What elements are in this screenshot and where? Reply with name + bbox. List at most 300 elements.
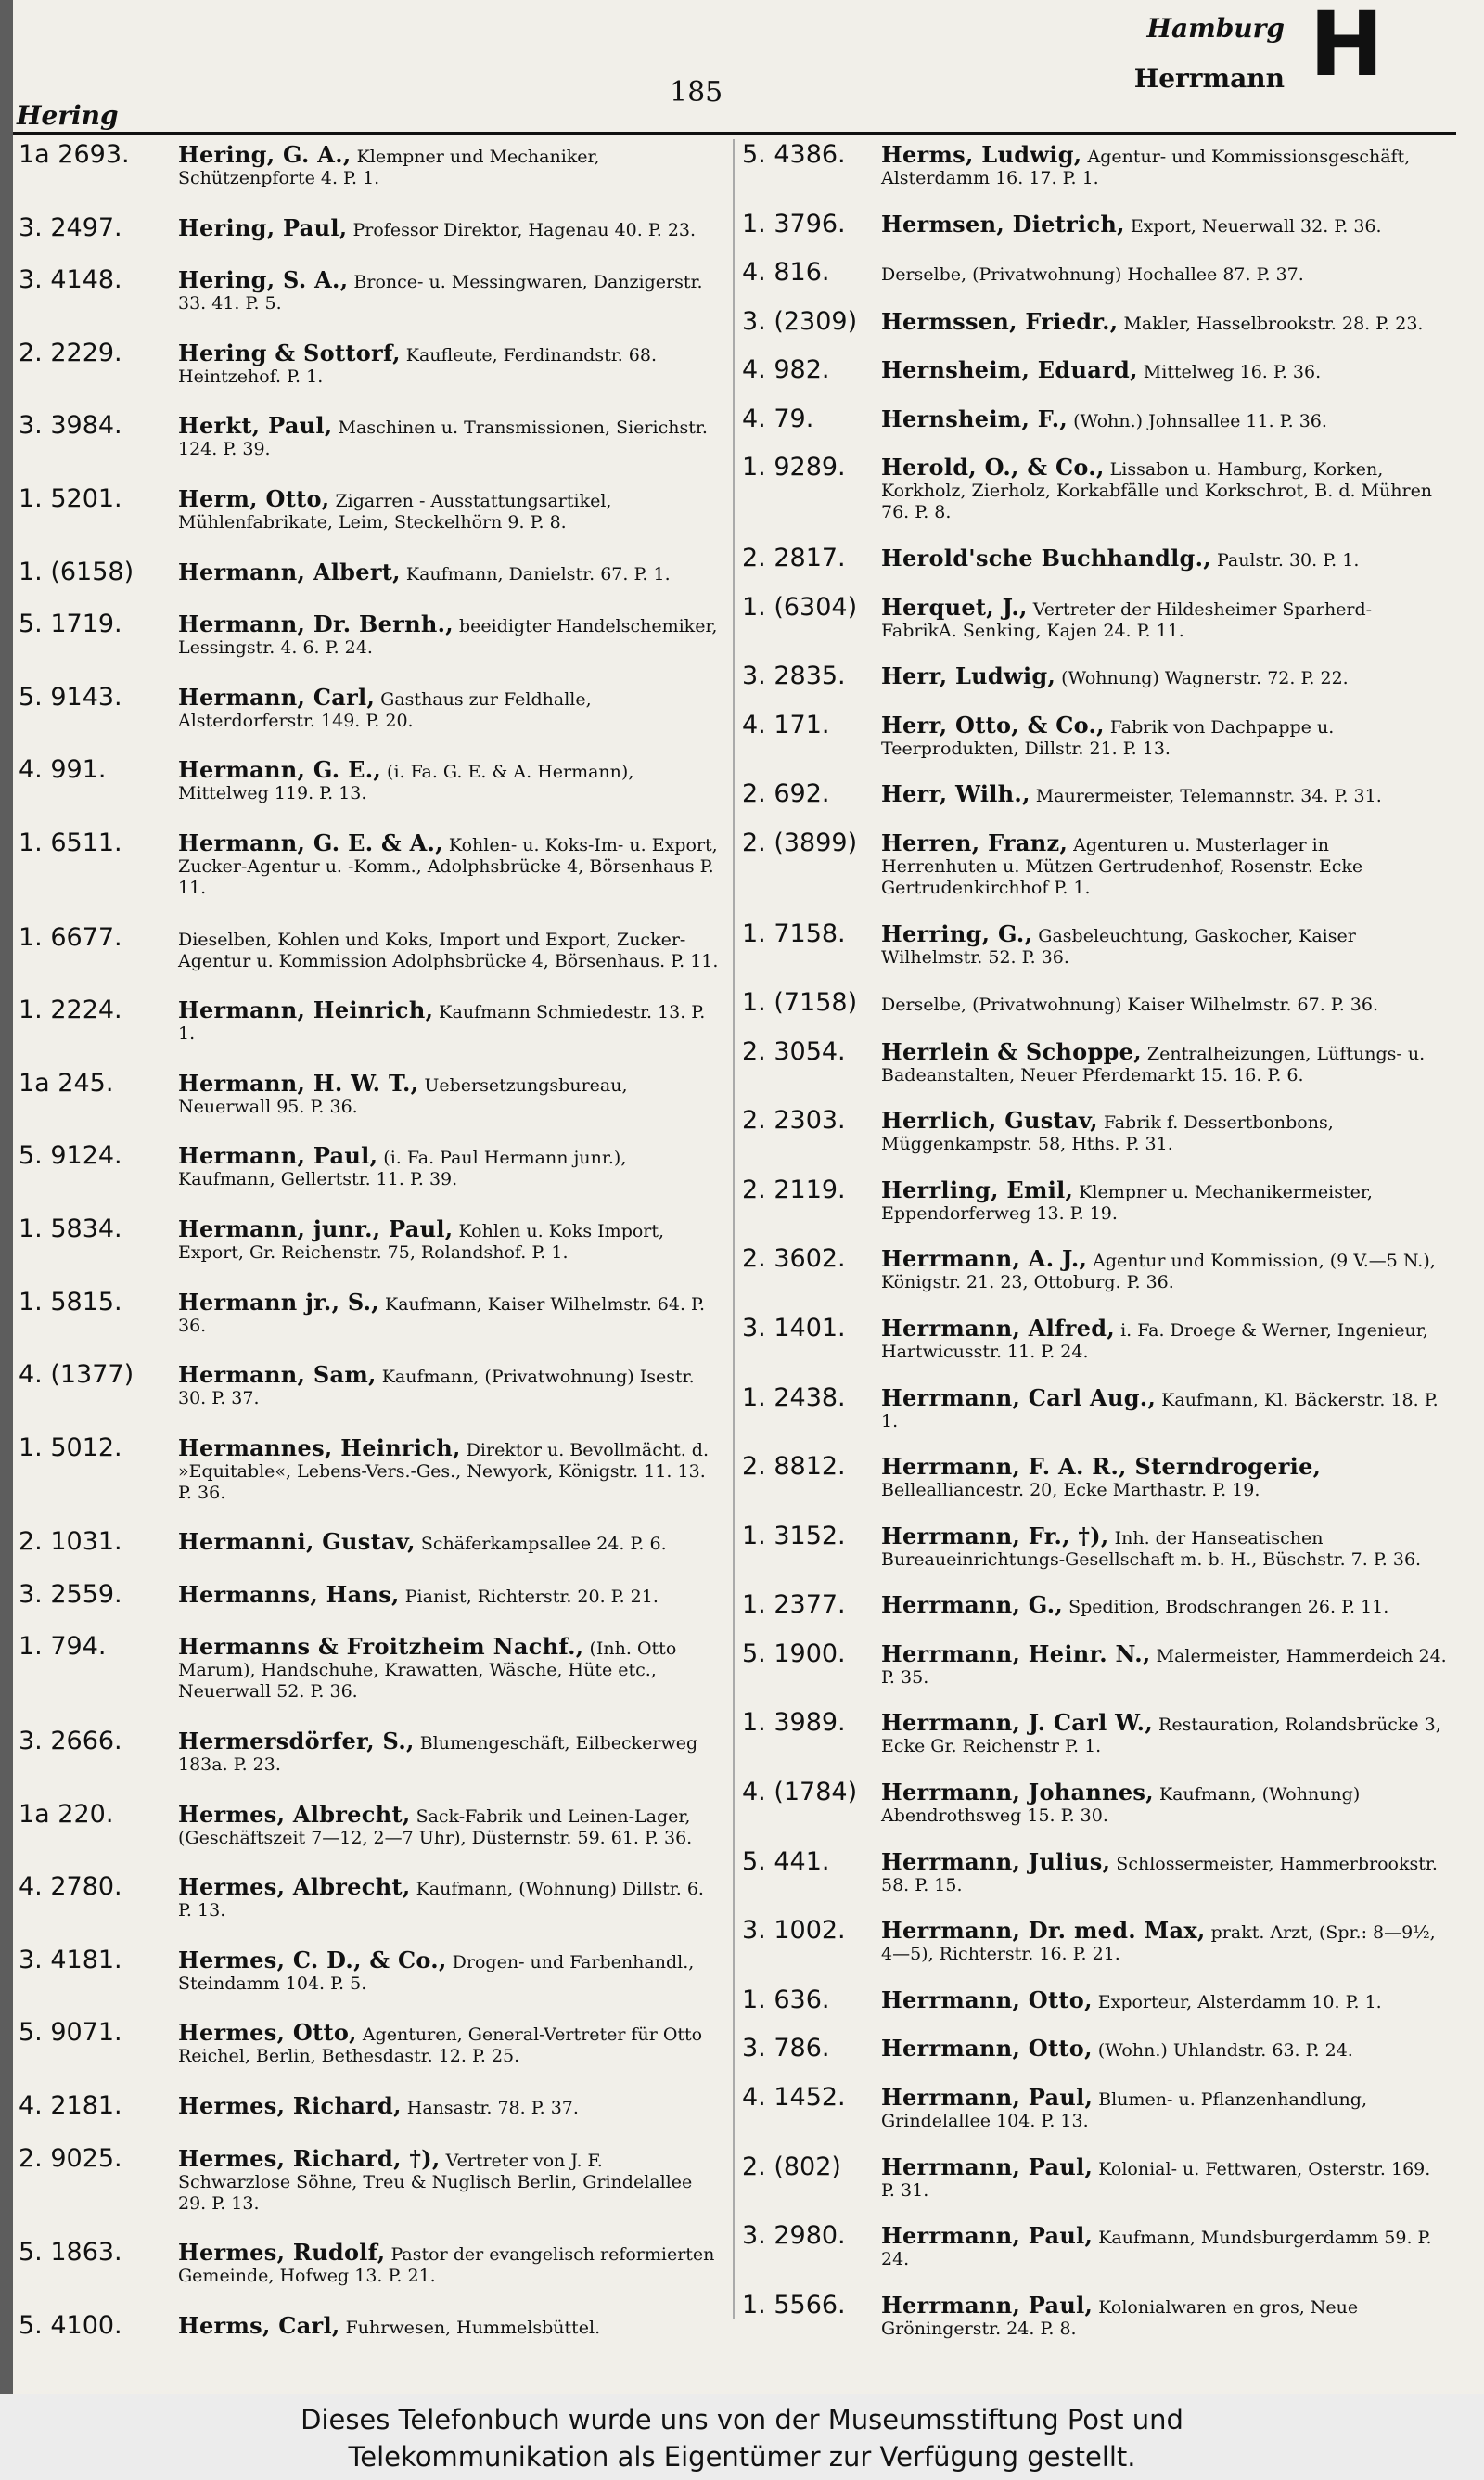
phone-number: 4. 2181.: [19, 2091, 122, 2121]
subscriber-name: Herkt, Paul,: [178, 412, 333, 440]
phone-number: 3. 2666.: [19, 1727, 122, 1756]
entry-text: [178, 1289, 719, 1337]
phone-number: 1. 5201.: [19, 483, 122, 513]
subscriber-details: Kaufmann, Kaiser Wilhelmstr. 64. P. 36.: [178, 1293, 706, 1336]
phone-number: 1. 9289.: [742, 453, 846, 482]
directory-entry: [742, 454, 1447, 523]
phone-number: 3. 4181.: [19, 1945, 122, 1974]
subscriber-details: i. Fa. Droege & Werner, Ingenieur, Hartwicusstr. 11. P. 24.: [881, 1319, 1428, 1362]
phone-number: 1. 3796.: [742, 209, 846, 238]
entry-text: [178, 2145, 719, 2215]
subscriber-details: Exporteur, Alsterdamm 10. P. 1.: [1097, 1991, 1382, 2012]
subscriber-name: Hernsheim, F.,: [881, 405, 1068, 432]
subscriber-details: Fabrik f. Dessertbonbons, Müggenkampstr. 58, Hths. P. 31.: [881, 1112, 1334, 1155]
phone-number: 3. 4148.: [19, 265, 122, 295]
entry-text: [178, 1361, 719, 1409]
subscriber-details: (Wohnung) Wagnerstr. 72. P. 22.: [1061, 668, 1349, 689]
directory-entry: [742, 2035, 1447, 2062]
entry-text: [178, 1215, 719, 1264]
entry-text: [178, 756, 719, 804]
entry-text: [178, 996, 719, 1045]
phone-number: 1. (7158): [742, 988, 858, 1018]
entry-text: [178, 2312, 719, 2340]
phone-number: 5. 4100.: [19, 2310, 122, 2340]
subscriber-name: Hermes, Rudolf,: [178, 2239, 386, 2267]
phone-number: 2. 2303.: [742, 1106, 846, 1136]
directory-entry: [19, 829, 719, 899]
phone-number: 5. 9143.: [19, 682, 122, 712]
entry-text: [881, 259, 1447, 287]
subscriber-details: Pianist, Richterstr. 20. P. 21.: [404, 1586, 659, 1607]
directory-entry: [19, 1361, 719, 1409]
subscriber-details: Pastor der evangelisch reformierten Gemeinde, Hofweg 13. P. 21.: [178, 2244, 715, 2287]
page-binding-edge: [0, 0, 13, 2394]
subscriber-name: Hermssen, Friedr.,: [881, 307, 1119, 335]
entry-text: [178, 1633, 719, 1703]
directory-entry: [19, 1142, 719, 1190]
directory-entry: [19, 1528, 719, 1556]
subscriber-name: Hermann, Sam,: [178, 1361, 377, 1389]
directory-entry: [742, 1245, 1447, 1293]
entry-text: [881, 211, 1447, 238]
directory-entry: [742, 1315, 1447, 1363]
subscriber-details: Derselbe, (Privatwohnung) Kaiser Wilhelmstr. 67. P. 36.: [881, 995, 1379, 1016]
subscriber-details: Agenturen, General-Vertreter für Otto Reichel, Berlin, Bethesdastr. 12. P. 25.: [178, 2024, 703, 2067]
subscriber-name: Hermann, Dr. Bernh.,: [178, 610, 454, 638]
subscriber-name: Herms, Carl,: [178, 2311, 340, 2339]
phone-number: 1. 6677.: [19, 922, 122, 952]
phone-number: 1. 794.: [19, 1632, 107, 1662]
phone-number: 5. 1719.: [19, 610, 122, 639]
entry-text: [178, 1528, 719, 1556]
directory-entry: [19, 1947, 719, 1995]
entry-text: [881, 1038, 1447, 1086]
directory-entry: [742, 594, 1447, 642]
subscriber-details: Kaufmann, (Wohnung) Dillstr. 6. P. 13.: [178, 1879, 704, 1921]
entry-text: [881, 1709, 1447, 1757]
directory-entry: [742, 1917, 1447, 1965]
subscriber-name: Herren, Franz,: [881, 829, 1068, 856]
subscriber-details: Gasbeleuchtung, Gaskocher, Kaiser Wilhelmstr. 52. P. 36.: [881, 925, 1356, 968]
subscriber-name: Herrlich, Gustav,: [881, 1107, 1098, 1135]
subscriber-name: Hermann, Heinrich,: [178, 996, 434, 1024]
subscriber-name: Hernsheim, Eduard,: [881, 356, 1138, 384]
subscriber-name: Herrmann, Johannes,: [881, 1779, 1154, 1806]
column-divider: [733, 139, 735, 2319]
subscriber-details: Restauration, Rolandsbrücke 3, Ecke Gr. Reichenstr P. 1.: [881, 1715, 1441, 1757]
subscriber-name: Herold, O., & Co.,: [881, 454, 1105, 482]
subscriber-details: (i. Fa. G. E. & A. Hermann), Mittelweg 119. P. 13.: [178, 762, 634, 804]
directory-entry: [742, 1038, 1447, 1086]
subscriber-name: Herold'sche Buchhandlg.,: [881, 545, 1211, 572]
subscriber-details: Zigarren - Ausstattungsartikel, Mühlenfabrikate, Leim, Steckelhörn 9. P. 8.: [178, 490, 612, 533]
subscriber-details: Gasthaus zur Feldhalle, Alsterdorferstr. 149. P. 20.: [178, 688, 592, 731]
subscriber-details: Zentralheizungen, Lüftungs- u. Badeanstalten, Neuer Pferdemarkt 15. 16. P. 6.: [881, 1043, 1426, 1086]
subscriber-details: Hansastr. 78. P. 37.: [406, 2098, 579, 2119]
header-range-end: Herrmann: [1133, 63, 1285, 94]
entry-text: [881, 712, 1447, 760]
directory-entry: [19, 2145, 719, 2215]
subscriber-name: Herr, Otto, & Co.,: [881, 711, 1105, 739]
directory-entry: [19, 1215, 719, 1264]
directory-entry: [742, 405, 1447, 433]
subscriber-details: Maschinen u. Transmissionen, Sierichstr. 124. P. 39.: [178, 418, 708, 460]
entry-text: [881, 1591, 1447, 1619]
phone-number: 4. 982.: [742, 355, 830, 385]
phone-number: 5. 1863.: [19, 2238, 122, 2268]
subscriber-name: Herrmann, Otto,: [881, 1985, 1093, 2013]
subscriber-name: Hermanns & Froitzheim Nachf.,: [178, 1633, 584, 1661]
subscriber-details: Drogen- und Farbenhandl., Steindamm 104. P. 5.: [178, 1951, 695, 1994]
subscriber-details: Inh. der Hanseatischen Bureaueinrichtungs-Gesellschaft m. b. H., Büschstr. 7. P. 36.: [881, 1527, 1422, 1570]
subscriber-details: Agenturen u. Musterlager in Herrenhuten u. Mützen Gertrudenhof, Rosenstr. Ecke Gertrudenkirchhof P. 1.: [881, 834, 1363, 898]
subscriber-name: Hering, S. A.,: [178, 266, 349, 294]
directory-entry: [742, 2153, 1447, 2202]
directory-entry: [19, 266, 719, 315]
directory-entry: [742, 2222, 1447, 2270]
subscriber-details: Bellealliancestr. 20, Ecke Marthastr. P. 19.: [881, 1480, 1260, 1501]
subscriber-details: Derselbe, (Privatwohnung) Hochallee 87. P. 37.: [881, 264, 1304, 286]
subscriber-name: Hermes, Richard,: [178, 2092, 402, 2120]
phone-number: 1. 5834.: [19, 1214, 122, 1243]
directory-entry: [19, 1728, 719, 1776]
phone-number: 5. 9124.: [19, 1141, 122, 1171]
subscriber-name: Hering, G. A.,: [178, 141, 352, 168]
phone-number: 1. 3152.: [742, 1521, 846, 1550]
footer-line-1: Dieses Telefonbuch wurde uns von der Museumsstiftung Post und: [301, 2404, 1183, 2435]
subscriber-details: (Inh. Otto Marum), Handschuhe, Krawatten, Wäsche, Hüte etc., Neuerwall 52. P. 36.: [178, 1638, 677, 1703]
phone-number: 4. 171.: [742, 710, 830, 739]
subscriber-name: Herrmann, Paul,: [881, 2222, 1094, 2250]
directory-entry: [742, 2084, 1447, 2132]
phone-number: 2. 2119.: [742, 1175, 846, 1204]
subscriber-name: Hermes, Albrecht,: [178, 1800, 411, 1828]
directory-entry: [742, 545, 1447, 572]
subscriber-name: Herr, Ludwig,: [881, 662, 1056, 690]
entry-text: [881, 1453, 1447, 1501]
entry-text: [178, 2019, 719, 2067]
subscriber-details: Agentur und Kommission, (9 V.—5 N.), Königstr. 21. 23, Ottoburg. P. 36.: [881, 1251, 1436, 1293]
subscriber-details: (Wohn.) Johnsallee 11. P. 36.: [1073, 410, 1327, 431]
directory-entry: [19, 2312, 719, 2340]
phone-number: 1a 220.: [19, 1799, 114, 1829]
entry-text: [881, 545, 1447, 572]
subscriber-name: Hermann jr., S.,: [178, 1288, 379, 1316]
entry-text: [881, 141, 1447, 189]
phone-number: 2. (3899): [742, 828, 858, 857]
phone-number: 4. 991.: [19, 755, 107, 785]
directory-entry: [19, 141, 719, 189]
directory-entry: [742, 1779, 1447, 1827]
subscriber-name: Herrmann, Dr. med. Max,: [881, 1917, 1206, 1945]
subscriber-name: Herrmann, Heinr. N.,: [881, 1639, 1151, 1667]
directory-entry: [19, 924, 719, 972]
subscriber-details: Direktor u. Bevollmächt. d. »Equitable«, Lebens-Vers.-Ges., Newyork, Königstr. 11. 13. P. 36.: [178, 1439, 710, 1503]
phone-number: 3. 786.: [742, 2034, 830, 2063]
directory-entry: [19, 1633, 719, 1703]
left-column: [19, 141, 719, 2340]
header-range-start: Hering: [17, 100, 119, 131]
subscriber-name: Hermann, Albert,: [178, 558, 401, 585]
directory-entry: [19, 610, 719, 659]
phone-number: 5. 9071.: [19, 2018, 122, 2048]
phone-number: 1. 2377.: [742, 1590, 846, 1620]
subscriber-details: Blumengeschäft, Eilbeckerweg 183a. P. 23.: [178, 1733, 698, 1776]
subscriber-details: Dieselben, Kohlen und Koks, Import und Export, Zucker-Agentur u. Kommission Adolphsbrücke 4, Börsenhaus. P. 11.: [178, 929, 719, 971]
entry-text: [178, 1581, 719, 1609]
phone-number: 2. (802): [742, 2152, 841, 2181]
subscriber-details: Kohlen u. Koks Import, Export, Gr. Reichenstr. 75, Rolandshof. P. 1.: [178, 1220, 665, 1263]
entry-text: [881, 594, 1447, 642]
phone-number: 2. 1031.: [19, 1527, 122, 1557]
header-city: Hamburg: [1146, 13, 1285, 44]
subscriber-details: Kaufmann, (Wohnung) Abendrothsweg 15. P. 30.: [881, 1784, 1361, 1827]
subscriber-name: Herquet, J.,: [881, 593, 1028, 621]
subscriber-name: Herrmann, Julius,: [881, 1847, 1111, 1875]
subscriber-details: (Wohn.) Uhlandstr. 63. P. 24.: [1097, 2040, 1353, 2062]
entry-text: [178, 340, 719, 388]
entry-text: [178, 412, 719, 460]
entry-text: [178, 1142, 719, 1190]
directory-entry: [742, 259, 1447, 287]
entry-text: [881, 1315, 1447, 1363]
directory-entry: [19, 1434, 719, 1504]
subscriber-name: Herrlein & Schoppe,: [881, 1037, 1142, 1065]
subscriber-name: Hermes, C. D., & Co.,: [178, 1946, 447, 1973]
directory-entry: [19, 756, 719, 804]
phone-number: 2. 2817.: [742, 544, 846, 573]
phone-number: 1. 3989.: [742, 1708, 846, 1738]
entry-text: [178, 1434, 719, 1504]
subscriber-details: Klempner und Mechaniker, Schützenpforte 4. P. 1.: [178, 147, 600, 188]
directory-entry: [19, 996, 719, 1045]
entry-text: [178, 610, 719, 659]
directory-entry: [19, 485, 719, 533]
subscriber-name: Hermanns, Hans,: [178, 1580, 400, 1608]
entry-text: [881, 1523, 1447, 1571]
entry-text: [178, 684, 719, 732]
subscriber-name: Hermann, Paul,: [178, 1142, 378, 1170]
entry-text: [881, 2084, 1447, 2132]
directory-entry: [19, 2092, 719, 2120]
phone-number: 1. 5815.: [19, 1287, 122, 1317]
subscriber-details: Kohlen- u. Koks-Im- u. Export, Zucker-Agentur u. -Komm., Adolphsbrücke 4, Börsenhaus P. 11.: [178, 834, 718, 898]
subscriber-name: Herrmann, Paul,: [881, 2083, 1094, 2111]
entry-text: [178, 2239, 719, 2287]
subscriber-details: Maurermeister, Telemannstr. 34. P. 31.: [1035, 786, 1382, 807]
phone-number: 2. 9025.: [19, 2143, 122, 2173]
directory-entry: [742, 1176, 1447, 1225]
subscriber-details: Fuhrwesen, Hummelsbüttel.: [345, 2317, 601, 2338]
subscriber-details: Bronce- u. Messingwaren, Danzigerstr. 33. 41. P. 5.: [178, 272, 703, 315]
entry-text: [881, 662, 1447, 690]
subscriber-details: Malermeister, Hammerdeich 24. P. 35.: [881, 1645, 1447, 1688]
subscriber-details: Kaufmann, (Privatwohnung) Isestr. 30. P. 37.: [178, 1367, 695, 1409]
subscriber-details: Klempner u. Mechanikermeister, Eppendorferweg 13. P. 19.: [881, 1181, 1373, 1224]
phone-number: 3. 2497.: [19, 212, 122, 242]
entry-text: [881, 989, 1447, 1017]
entry-text: [881, 1176, 1447, 1225]
footer-notice: [0, 2394, 1484, 2480]
subscriber-name: Hermann, G. E. & A.,: [178, 829, 443, 856]
header-rule: [13, 132, 1456, 135]
entry-text: [881, 1779, 1447, 1827]
phone-number: 1. 5566.: [742, 2290, 846, 2319]
subscriber-details: prakt. Arzt, (Spr.: 8—9½, 4—5), Richterstr. 16. P. 21.: [881, 1922, 1436, 1965]
directory-entry: [19, 1289, 719, 1337]
subscriber-name: Hermann, H. W. T.,: [178, 1069, 419, 1097]
footer-line-2: Telekommunikation als Eigentümer zur Verfügung gestellt.: [348, 2441, 1136, 2473]
entry-text: [178, 924, 719, 972]
directory-entry: [19, 684, 719, 732]
subscriber-details: Vertreter von J. F. Schwarzlose Söhne, Treu & Nuglisch Berlin, Grindelallee 29. P. 13.: [178, 2150, 693, 2214]
entry-text: [881, 1986, 1447, 2014]
directory-entry: [742, 1640, 1447, 1689]
subscriber-details: Schäferkampsallee 24. P. 6.: [420, 1534, 667, 1555]
phone-number: 2. 3054.: [742, 1036, 846, 1066]
subscriber-details: Export, Neuerwall 32. P. 36.: [1130, 215, 1382, 237]
entry-text: [881, 1848, 1447, 1896]
subscriber-name: Herms, Ludwig,: [881, 141, 1082, 168]
subscriber-name: Hermannes, Heinrich,: [178, 1433, 461, 1461]
entry-text: [178, 214, 719, 242]
subscriber-name: Hermsen, Dietrich,: [881, 210, 1125, 238]
directory-entry: [19, 1801, 719, 1849]
directory-entry: [742, 989, 1447, 1017]
subscriber-name: Hering & Sottorf,: [178, 339, 401, 366]
phone-number: 3. 2835.: [742, 662, 846, 691]
directory-entry: [742, 1848, 1447, 1896]
subscriber-details: Kaufmann, Mundsburgerdamm 59. P. 24.: [881, 2228, 1432, 2270]
directory-entry: [742, 308, 1447, 336]
entry-text: [178, 559, 719, 586]
subscriber-name: Herrmann, Alfred,: [881, 1314, 1116, 1342]
entry-text: [881, 1640, 1447, 1689]
phone-number: 4. (1377): [19, 1360, 134, 1390]
subscriber-details: Blumen- u. Pflanzenhandlung, Grindelallee 104. P. 13.: [881, 2088, 1367, 2131]
subscriber-name: Hermes, Albrecht,: [178, 1873, 411, 1901]
directory-entry: [742, 141, 1447, 189]
directory-entry: [742, 1591, 1447, 1619]
directory-entry: [742, 2292, 1447, 2340]
entry-text: [178, 829, 719, 899]
phone-number: 1. 6511.: [19, 828, 122, 857]
directory-entry: [742, 662, 1447, 690]
directory-entry: [742, 1709, 1447, 1757]
phone-number: 4. (1784): [742, 1778, 858, 1807]
entry-text: [881, 829, 1447, 899]
phone-number: 3. (2309): [742, 306, 858, 336]
entry-text: [881, 2153, 1447, 2202]
entry-text: [178, 1873, 719, 1921]
entry-text: [881, 1384, 1447, 1433]
directory-entry: [742, 1523, 1447, 1571]
phone-number: 2. 8812.: [742, 1452, 846, 1482]
subscriber-details: Fabrik von Dachpappe u. Teerprodukten, Dillstr. 21. P. 13.: [881, 716, 1335, 759]
phone-number: 5. 4386.: [742, 140, 846, 169]
subscriber-details: Professor Direktor, Hagenau 40. P. 23.: [352, 219, 697, 240]
directory-entry: [19, 1873, 719, 1921]
entry-text: [881, 454, 1447, 523]
phone-number: 3. 2980.: [742, 2221, 846, 2251]
directory-entry: [742, 1384, 1447, 1433]
directory-entry: [19, 2019, 719, 2067]
subscriber-name: Herrmann, Paul,: [881, 2152, 1094, 2180]
subscriber-details: Kaufleute, Ferdinandstr. 68. Heintzehof. P. 1.: [178, 344, 658, 387]
subscriber-details: Schlossermeister, Hammerbrookstr. 58. P. 15.: [881, 1853, 1438, 1895]
subscriber-name: Herrling, Emil,: [881, 1176, 1074, 1203]
subscriber-details: Uebersetzungsbureau, Neuerwall 95. P. 36.: [178, 1074, 628, 1117]
phone-number: 3. 1401.: [742, 1313, 846, 1343]
directory-entry: [742, 712, 1447, 760]
directory-entry: [19, 2239, 719, 2287]
phone-number: 5. 1900.: [742, 1638, 846, 1668]
subscriber-name: Herrmann, J. Carl W.,: [881, 1709, 1153, 1737]
directory-entry: [742, 780, 1447, 808]
subscriber-name: Herrmann, Paul,: [881, 2291, 1094, 2319]
subscriber-details: Spedition, Brodschrangen 26. P. 11.: [1068, 1597, 1389, 1618]
entry-text: [178, 1801, 719, 1849]
subscriber-name: Herrmann, F. A. R., Sterndrogerie,: [881, 1453, 1322, 1481]
directory-entry: [742, 920, 1447, 969]
phone-number: 5. 441.: [742, 1846, 830, 1876]
subscriber-name: Hermersdörfer, S.,: [178, 1728, 415, 1755]
directory-entry: [19, 559, 719, 586]
phone-number: 1. 7158.: [742, 919, 846, 948]
subscriber-details: Kaufmann Schmiedestr. 13. P. 1.: [178, 1002, 706, 1045]
phone-number: 1. (6158): [19, 557, 134, 586]
subscriber-details: Kaufmann, Kl. Bäckerstr. 18. P. 1.: [881, 1389, 1439, 1432]
page-number: 185: [670, 76, 723, 109]
directory-entry: [742, 829, 1447, 899]
phone-number: 1a 2693.: [19, 140, 130, 169]
entry-text: [881, 308, 1447, 336]
directory-entry: [19, 1581, 719, 1609]
phone-number: 3. 2559.: [19, 1579, 122, 1609]
phone-number: 4. 816.: [742, 258, 830, 288]
entry-text: [178, 1947, 719, 1995]
subscriber-details: Sack-Fabrik und Leinen-Lager, (Geschäftszeit 7—12, 2—7 Uhr), Düsternstr. 59. 61. P. 36.: [178, 1805, 693, 1848]
phone-number: 1. 5012.: [19, 1433, 122, 1462]
phone-number: 3. 3984.: [19, 411, 122, 441]
subscriber-details: Paulstr. 30. P. 1.: [1216, 550, 1360, 572]
directory-entry: [742, 356, 1447, 384]
subscriber-name: Herrmann, Carl Aug.,: [881, 1383, 1157, 1411]
subscriber-name: Hermanni, Gustav,: [178, 1528, 416, 1556]
entry-text: [881, 780, 1447, 808]
entry-text: [881, 356, 1447, 384]
subscriber-name: Herrmann, A. J.,: [881, 1245, 1088, 1273]
entry-text: [881, 920, 1447, 969]
phone-number: 1. 2224.: [19, 996, 122, 1025]
phone-number: 1a 245.: [19, 1068, 114, 1098]
subscriber-details: Makler, Hasselbrookstr. 28. P. 23.: [1123, 313, 1424, 334]
subscriber-name: Herring, G.,: [881, 919, 1033, 947]
subscriber-details: (i. Fa. Paul Hermann junr.), Kaufmann, Gellertstr. 11. P. 39.: [178, 1148, 627, 1190]
entry-text: [178, 1728, 719, 1776]
entry-text: [881, 2222, 1447, 2270]
phone-number: 4. 79.: [742, 404, 814, 433]
subscriber-name: Herr, Wilh.,: [881, 780, 1030, 808]
directory-entry: [19, 214, 719, 242]
subscriber-details: Kaufmann, Danielstr. 67. P. 1.: [405, 563, 671, 585]
subscriber-name: Herm, Otto,: [178, 484, 330, 512]
directory-entry: [19, 340, 719, 388]
subscriber-name: Hermes, Richard, †),: [178, 2144, 441, 2172]
subscriber-details: Kolonial- u. Fettwaren, Osterstr. 169. P. 31.: [881, 2158, 1431, 2201]
subscriber-name: Herrmann, Fr., †),: [881, 1522, 1109, 1549]
phone-number: 2. 2229.: [19, 338, 122, 367]
